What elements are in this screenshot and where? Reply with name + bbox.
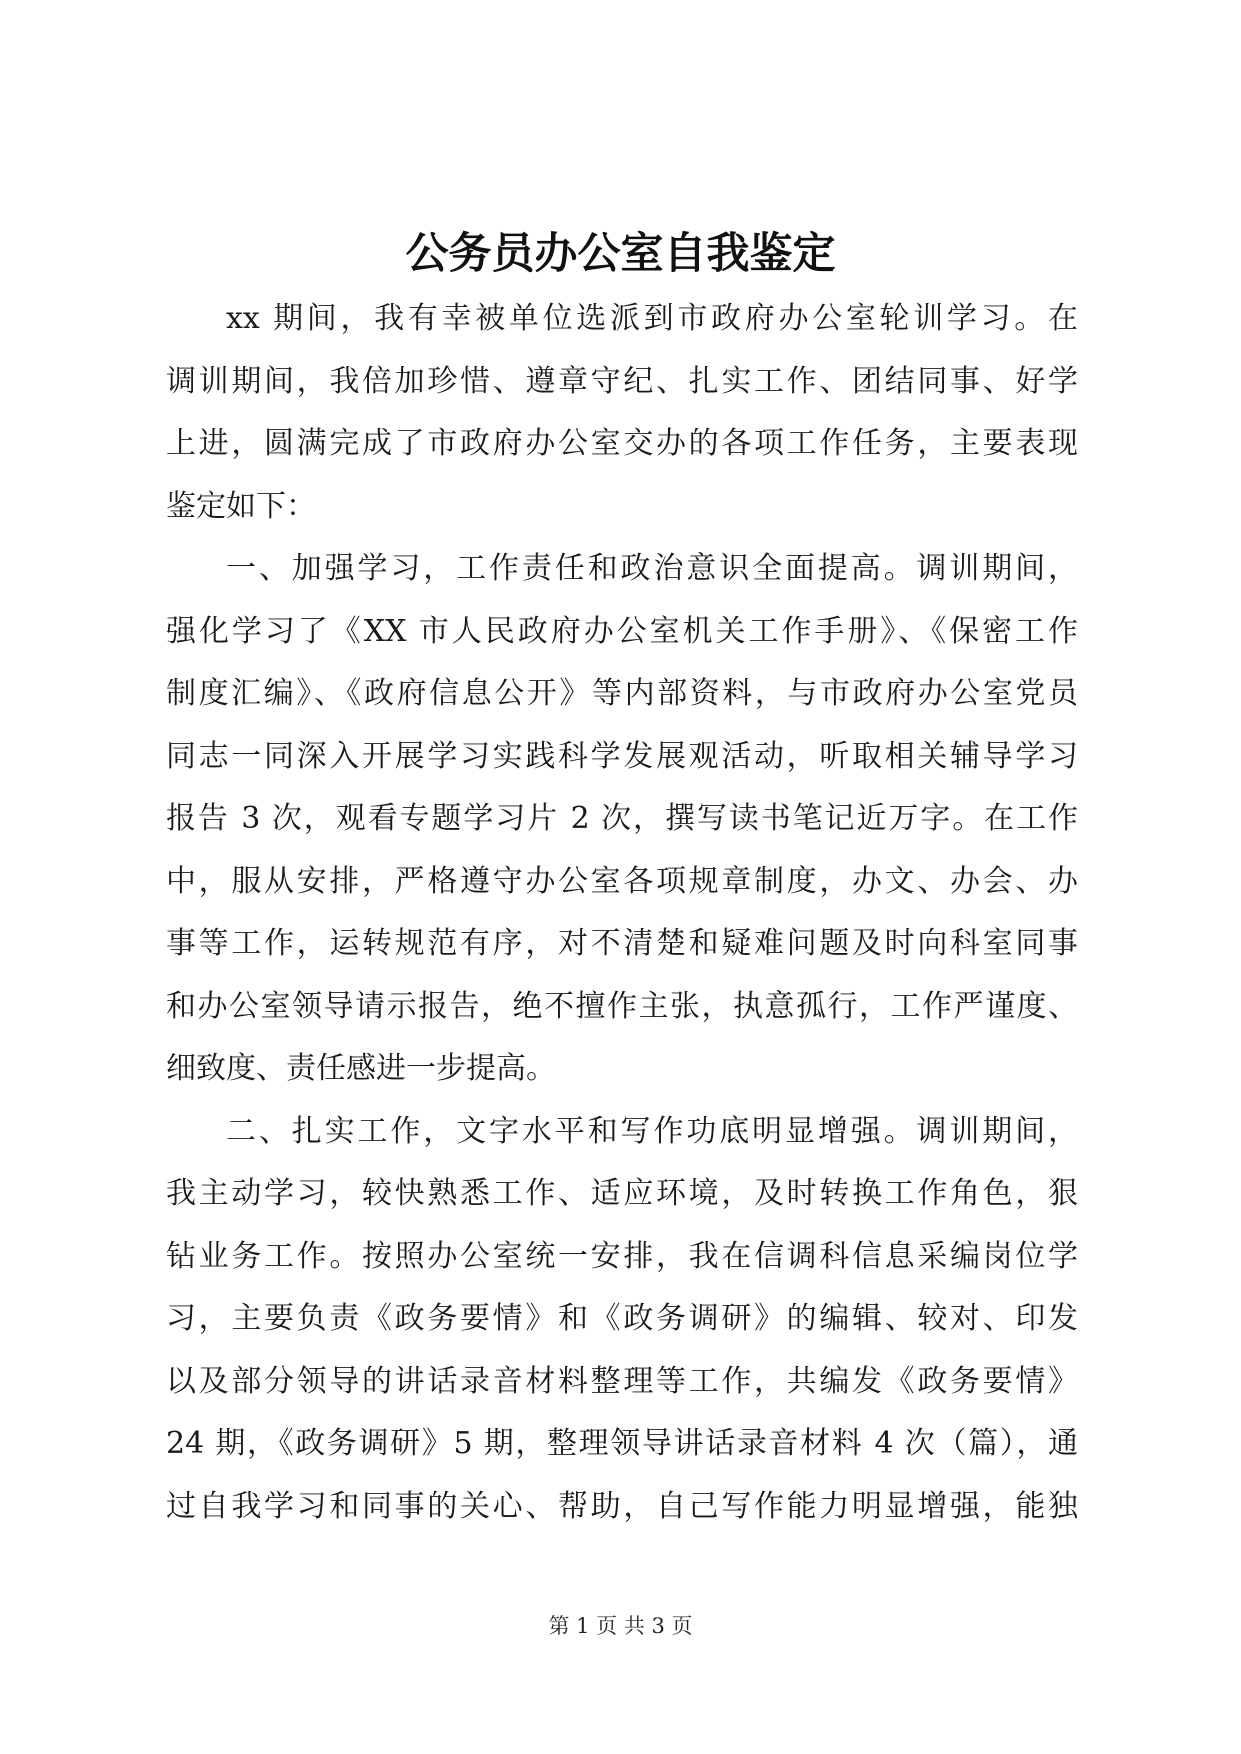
- page-number-footer: 第 1 页 共 3 页: [548, 1614, 693, 1638]
- text-line: 钻业务工作。按照办公室统一安排，我在信调科信息采编岗位学: [166, 1238, 1078, 1274]
- text-line: 中，服从安排，严格遵守办公室各项规章制度，办文、办会、办: [166, 863, 1078, 899]
- paragraph-study: [166, 538, 1078, 1101]
- text-line: 强化学习了《XX 市人民政府办公室机关工作手册》、《保密工作: [166, 613, 1078, 649]
- text-line: 二、扎实工作，文字水平和写作功底明显增强。调训期间，: [226, 1113, 1078, 1149]
- text-line: 习，主要负责《政务要情》和《政务调研》的编辑、较对、印发: [166, 1301, 1078, 1336]
- text-line: 过自我学习和同事的关心、帮助，自己写作能力明显增强，能独: [166, 1488, 1078, 1524]
- text-line: 同志一同深入开展学习实践科学发展观活动，听取相关辅导学习: [166, 738, 1078, 774]
- text-line: xx 期间，我有幸被单位选派到市政府办公室轮训学习。在: [226, 301, 1078, 336]
- paragraph-intro: [166, 288, 1078, 538]
- text-line: 我主动学习，较快熟悉工作、适应环境，及时转换工作角色，狠: [166, 1176, 1078, 1211]
- text-line: 制度汇编》、《政府信息公开》等内部资料，与市政府办公室党员: [166, 676, 1078, 711]
- text-line: 上进，圆满完成了市政府办公室交办的各项工作任务，主要表现: [166, 426, 1078, 461]
- document-title: 公务员办公室自我鉴定: [405, 229, 836, 279]
- text-line: 事等工作，运转规范有序，对不清楚和疑难问题及时向科室同事: [166, 926, 1078, 961]
- text-line: 24 期，《政务调研》5 期，整理领导讲话录音材料 4 次（篇），通: [166, 1426, 1078, 1461]
- text-line: 和办公室领导请示报告，绝不擅作主张，执意孤行，工作严谨度、: [166, 988, 1078, 1024]
- text-line: 细致度、责任感进一步提高。: [166, 1051, 556, 1086]
- text-line: 以及部分领导的讲话录音材料整理等工作，共编发《政务要情》: [166, 1363, 1078, 1399]
- text-line: 报告 3 次，观看专题学习片 2 次，撰写读书笔记近万字。在工作: [166, 801, 1078, 836]
- document-body: [166, 288, 1078, 1538]
- text-line: 鉴定如下：: [166, 488, 316, 524]
- text-line: 一、加强学习，工作责任和政治意识全面提高。调训期间，: [226, 551, 1078, 586]
- text-line: 调训期间，我倍加珍惜、遵章守纪、扎实工作、团结同事、好学: [166, 363, 1078, 399]
- paragraph-work: [166, 1101, 1078, 1539]
